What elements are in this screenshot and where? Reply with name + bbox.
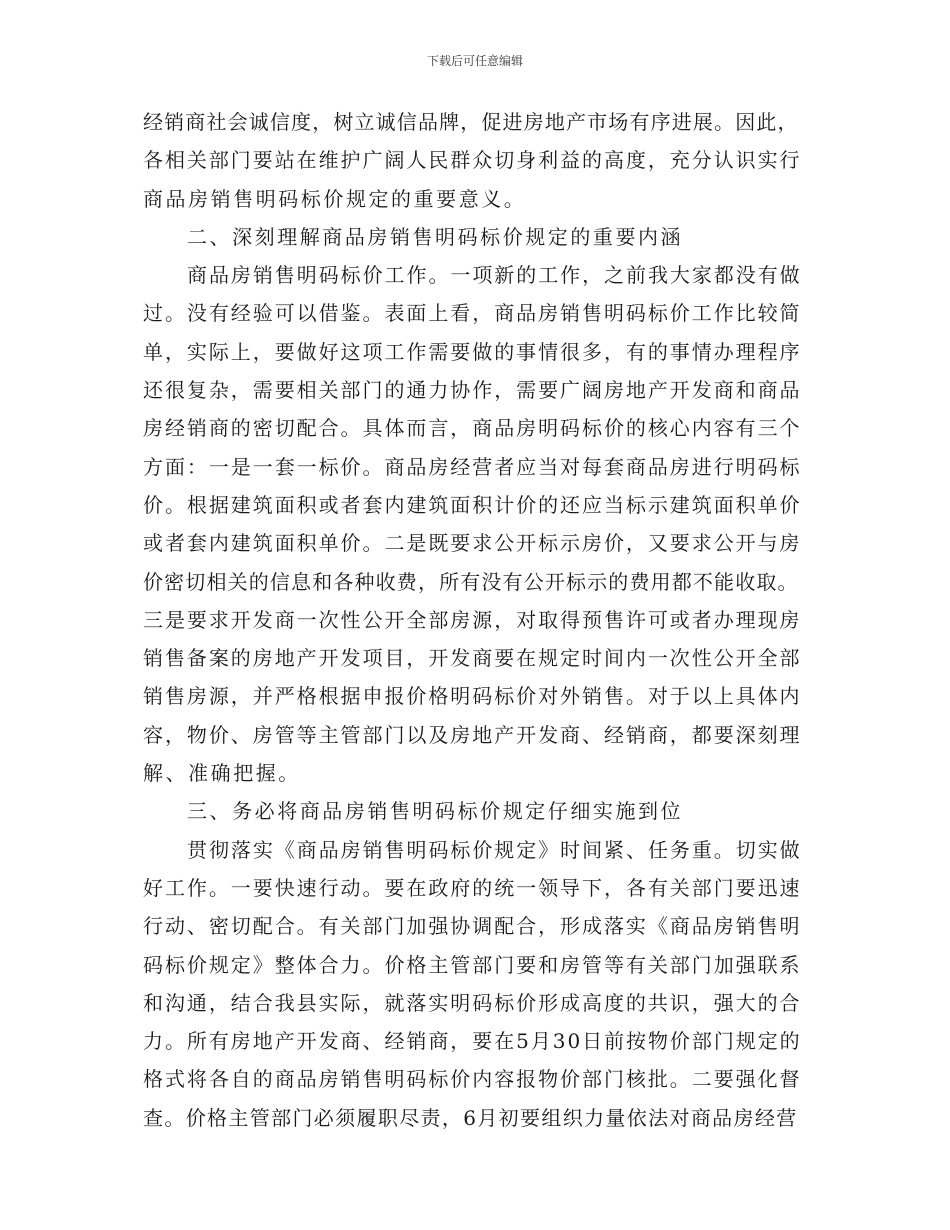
text-line: 三、务必将商品房销售明码标价规定仔细实施到位 — [187, 799, 684, 824]
text-line: 查。价格主管部门必须履职尽责，6月初要组织力量依法对商品房经营 — [143, 1105, 798, 1130]
text-line: 好工作。一要快速行动。要在政府的统一领导下，各有关部门要迅速 — [143, 875, 802, 900]
text-line: 贯彻落实《商品房销售明码标价规定》时间紧、任务重。切实做 — [187, 837, 802, 862]
text-line: 销售备案的房地产开发项目，开发商要在规定时间内一次性公开全部 — [143, 646, 802, 671]
text-line: 单，实际上，要做好这项工作需要做的事情很多，有的事情办理程序 — [143, 339, 802, 364]
text-line: 商品房销售明码标价规定的重要意义。 — [143, 186, 527, 211]
text-line: 容，物价、房管等主管部门以及房地产开发商、经销商，都要深刻理 — [143, 722, 802, 747]
text-line: 和沟通，结合我县实际，就落实明码标价形成高度的共识，强大的合 — [143, 990, 802, 1015]
text-line: 商品房销售明码标价工作。一项新的工作，之前我大家都没有做 — [187, 263, 802, 288]
text-line: 行动、密切配合。有关部门加强协调配合，形成落实《商品房销售明 — [143, 914, 802, 939]
text-line: 各相关部门要站在维护广阔人民群众切身利益的高度，充分认识实行 — [143, 148, 802, 173]
text-line: 三是要求开发商一次性公开全部房源，对取得预售许可或者办理现房 — [143, 607, 802, 632]
text-line: 经销商社会诚信度，树立诚信品牌，促进房地产市场有序进展。因此， — [143, 110, 799, 134]
text-line: 销售房源，并严格根据申报价格明码标价对外销售。对于以上具体内 — [143, 684, 802, 709]
text-line: 价密切相关的信息和各种收费，所有没有公开标示的费用都不能收取。 — [143, 569, 799, 594]
text-line: 过。没有经验可以借鉴。表面上看，商品房销售明码标价工作比较简 — [143, 301, 802, 326]
text-line: 或者套内建筑面积单价。二是既要求公开标示房价，又要求公开与房 — [143, 531, 802, 556]
text-line: 码标价规定》整体合力。价格主管部门要和房管等有关部门加强联系 — [143, 952, 802, 977]
text-line: 二、深刻理解商品房销售明码标价规定的重要内涵 — [187, 224, 684, 249]
text-line: 格式将各自的商品房销售明码标价内容报物价部门核批。二要强化督 — [143, 1067, 802, 1092]
text-line: 房经销商的密切配合。具体而言，商品房明码标价的核心内容有三个 — [143, 416, 802, 441]
text-line: 解、准确把握。 — [143, 761, 301, 786]
page-header: 下载后可任意编辑 — [426, 54, 523, 68]
text-line: 方面：一是一套一标价。商品房经营者应当对每套商品房进行明码标 — [143, 454, 802, 479]
text-line: 力。所有房地产开发商、经销商，要在5月30日前按物价部门规定的 — [143, 1029, 802, 1054]
text-line: 价。根据建筑面积或者套内建筑面积计价的还应当标示建筑面积单价 — [143, 492, 802, 517]
text-line: 还很复杂，需要相关部门的通力协作，需要广阔房地产开发商和商品 — [143, 378, 802, 403]
document-body — [143, 103, 803, 1137]
